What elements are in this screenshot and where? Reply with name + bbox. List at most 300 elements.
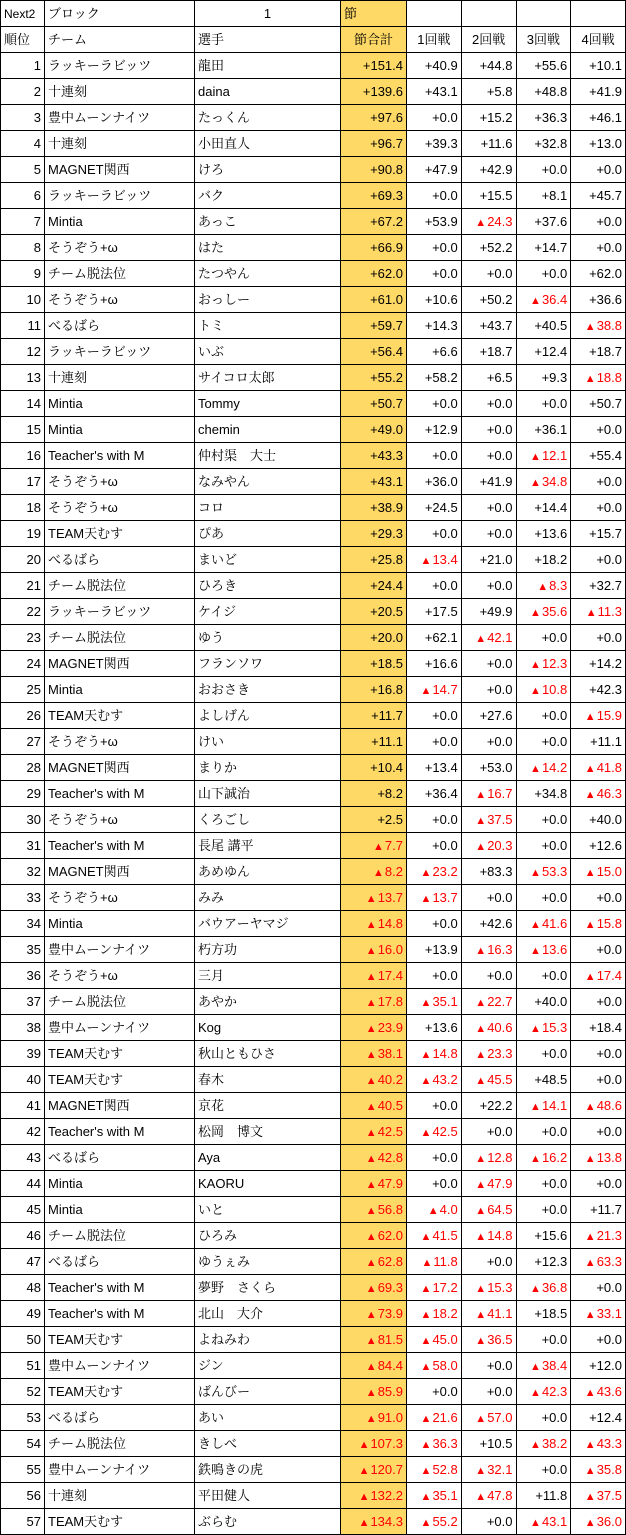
cell-round-4: ▲ 15.9 <box>571 703 626 729</box>
table-row <box>1 677 626 703</box>
cell-player: なみやん <box>195 469 341 495</box>
cell-round-3: +0.0 <box>516 1041 571 1067</box>
cell-total: +61.0 <box>341 287 407 313</box>
cell-team: べるばら <box>45 1405 195 1431</box>
label-setsu: 節 <box>341 1 407 27</box>
cell-team: Mintia <box>45 391 195 417</box>
table-row <box>1 157 626 183</box>
table-row <box>1 287 626 313</box>
cell-round-2: +0.0 <box>461 521 516 547</box>
cell-round-3: +18.5 <box>516 1301 571 1327</box>
cell-team: そうぞう+ω <box>45 885 195 911</box>
cell-round-2: +0.0 <box>461 885 516 911</box>
cell-rank: 20 <box>1 547 45 573</box>
cell-player: きしべ <box>195 1431 341 1457</box>
cell-player: 仲村渠 大士 <box>195 443 341 469</box>
cell-round-3: ▲ 14.1 <box>516 1093 571 1119</box>
table-row <box>1 781 626 807</box>
cell-rank: 2 <box>1 79 45 105</box>
cell-round-4: +0.0 <box>571 469 626 495</box>
table-row <box>1 261 626 287</box>
cell-round-2: +43.7 <box>461 313 516 339</box>
cell-player: あっこ <box>195 209 341 235</box>
cell-rank: 11 <box>1 313 45 339</box>
cell-round-4: +12.4 <box>571 1405 626 1431</box>
cell-round-4: +0.0 <box>571 625 626 651</box>
table-row <box>1 1483 626 1509</box>
cell-round-2: +42.6 <box>461 911 516 937</box>
cell-team: 十連刻 <box>45 1483 195 1509</box>
cell-round-3: +15.6 <box>516 1223 571 1249</box>
table-row <box>1 625 626 651</box>
cell-total: +29.3 <box>341 521 407 547</box>
cell-round-2: +52.2 <box>461 235 516 261</box>
cell-total: ▲ 56.8 <box>341 1197 407 1223</box>
column-header-round-2: 2回戦 <box>461 27 516 53</box>
cell-total: +16.8 <box>341 677 407 703</box>
cell-round-4: ▲ 21.3 <box>571 1223 626 1249</box>
cell-round-1: +16.6 <box>407 651 462 677</box>
cell-round-3: +0.0 <box>516 625 571 651</box>
cell-team: TEAM天むす <box>45 1067 195 1093</box>
cell-round-4: +0.0 <box>571 495 626 521</box>
cell-round-3: +0.0 <box>516 157 571 183</box>
cell-rank: 47 <box>1 1249 45 1275</box>
cell-round-3: ▲ 13.6 <box>516 937 571 963</box>
cell-round-4: +0.0 <box>571 1067 626 1093</box>
cell-team: べるばら <box>45 1145 195 1171</box>
cell-player: いぶ <box>195 339 341 365</box>
cell-total: +69.3 <box>341 183 407 209</box>
cell-round-1: +0.0 <box>407 573 462 599</box>
cell-round-1: +43.1 <box>407 79 462 105</box>
cell-round-2: +0.0 <box>461 651 516 677</box>
cell-team: べるばら <box>45 547 195 573</box>
cell-total: ▲ 16.0 <box>341 937 407 963</box>
cell-round-4: +14.2 <box>571 651 626 677</box>
cell-team: そうぞう+ω <box>45 729 195 755</box>
cell-round-3: +0.0 <box>516 703 571 729</box>
cell-round-3: ▲ 34.8 <box>516 469 571 495</box>
cell-round-2: +83.3 <box>461 859 516 885</box>
cell-round-2: +10.5 <box>461 1431 516 1457</box>
cell-round-1: ▲ 14.7 <box>407 677 462 703</box>
cell-round-2: ▲ 64.5 <box>461 1197 516 1223</box>
cell-rank: 56 <box>1 1483 45 1509</box>
title-spacer-4 <box>571 1 626 27</box>
cell-round-2: ▲ 32.1 <box>461 1457 516 1483</box>
cell-round-1: ▲ 41.5 <box>407 1223 462 1249</box>
cell-rank: 43 <box>1 1145 45 1171</box>
cell-round-3: +48.5 <box>516 1067 571 1093</box>
cell-round-2: ▲ 47.8 <box>461 1483 516 1509</box>
cell-round-1: ▲ 13.7 <box>407 885 462 911</box>
cell-round-4: +10.1 <box>571 53 626 79</box>
table-row <box>1 1457 626 1483</box>
cell-team: そうぞう+ω <box>45 469 195 495</box>
cell-round-4: ▲ 17.4 <box>571 963 626 989</box>
table-row <box>1 209 626 235</box>
cell-round-1: +13.4 <box>407 755 462 781</box>
cell-round-1: +0.0 <box>407 911 462 937</box>
cell-player: はた <box>195 235 341 261</box>
table-row <box>1 885 626 911</box>
cell-round-1: ▲ 42.5 <box>407 1119 462 1145</box>
cell-rank: 1 <box>1 53 45 79</box>
column-header-round-3: 3回戦 <box>516 27 571 53</box>
cell-player: 長尾 講平 <box>195 833 341 859</box>
cell-round-2: +41.9 <box>461 469 516 495</box>
cell-total: ▲ 17.4 <box>341 963 407 989</box>
cell-round-3: +0.0 <box>516 1457 571 1483</box>
cell-round-2: +0.0 <box>461 1379 516 1405</box>
cell-round-1: +0.0 <box>407 1145 462 1171</box>
cell-team: チーム脱法位 <box>45 625 195 651</box>
cell-team: 豊中ムーンナイツ <box>45 1015 195 1041</box>
table-row <box>1 1197 626 1223</box>
cell-player: けい <box>195 729 341 755</box>
cell-player: 龍田 <box>195 53 341 79</box>
cell-team: 十連刻 <box>45 131 195 157</box>
cell-player: ケイジ <box>195 599 341 625</box>
cell-rank: 41 <box>1 1093 45 1119</box>
cell-round-3: +11.8 <box>516 1483 571 1509</box>
cell-team: 十連刻 <box>45 365 195 391</box>
cell-round-1: +0.0 <box>407 183 462 209</box>
cell-team: そうぞう+ω <box>45 495 195 521</box>
cell-team: Teacher's with M <box>45 443 195 469</box>
table-row <box>1 1405 626 1431</box>
table-row <box>1 1431 626 1457</box>
cell-round-3: +13.6 <box>516 521 571 547</box>
cell-round-1: ▲ 4.0 <box>407 1197 462 1223</box>
cell-round-2: ▲ 42.1 <box>461 625 516 651</box>
cell-round-3: ▲ 35.6 <box>516 599 571 625</box>
cell-team: 豊中ムーンナイツ <box>45 937 195 963</box>
cell-player: 山下誠治 <box>195 781 341 807</box>
cell-round-2: +0.0 <box>461 443 516 469</box>
cell-total: ▲ 17.8 <box>341 989 407 1015</box>
cell-round-3: +9.3 <box>516 365 571 391</box>
cell-total: +67.2 <box>341 209 407 235</box>
cell-player: トミ <box>195 313 341 339</box>
table-row <box>1 1171 626 1197</box>
cell-rank: 24 <box>1 651 45 677</box>
cell-total: +25.8 <box>341 547 407 573</box>
table-row <box>1 1327 626 1353</box>
column-header-team: チーム <box>45 27 195 53</box>
cell-player: 松岡 博文 <box>195 1119 341 1145</box>
cell-round-1: +0.0 <box>407 235 462 261</box>
cell-total: +2.5 <box>341 807 407 833</box>
cell-round-4: +0.0 <box>571 417 626 443</box>
cell-total: +43.1 <box>341 469 407 495</box>
cell-round-1: +17.5 <box>407 599 462 625</box>
table-row <box>1 1509 626 1535</box>
cell-rank: 8 <box>1 235 45 261</box>
cell-round-2: +0.0 <box>461 1249 516 1275</box>
cell-round-3: ▲ 10.8 <box>516 677 571 703</box>
table-row <box>1 651 626 677</box>
cell-round-4: +42.3 <box>571 677 626 703</box>
cell-round-4: +15.7 <box>571 521 626 547</box>
cell-round-4: +11.7 <box>571 1197 626 1223</box>
cell-round-1: +14.3 <box>407 313 462 339</box>
cell-total: ▲ 14.8 <box>341 911 407 937</box>
cell-player: バク <box>195 183 341 209</box>
cell-round-4: +50.7 <box>571 391 626 417</box>
cell-rank: 39 <box>1 1041 45 1067</box>
cell-total: +49.0 <box>341 417 407 443</box>
table-row <box>1 365 626 391</box>
cell-round-3: ▲ 36.8 <box>516 1275 571 1301</box>
cell-rank: 37 <box>1 989 45 1015</box>
cell-team: Mintia <box>45 1171 195 1197</box>
cell-total: ▲ 7.7 <box>341 833 407 859</box>
cell-round-1: ▲ 21.6 <box>407 1405 462 1431</box>
cell-round-2: +18.7 <box>461 339 516 365</box>
cell-rank: 15 <box>1 417 45 443</box>
cell-team: 豊中ムーンナイツ <box>45 1457 195 1483</box>
cell-rank: 3 <box>1 105 45 131</box>
table-row <box>1 755 626 781</box>
cell-total: ▲ 40.2 <box>341 1067 407 1093</box>
table-row <box>1 521 626 547</box>
table-row <box>1 1301 626 1327</box>
table-row <box>1 1015 626 1041</box>
cell-round-4: +40.0 <box>571 807 626 833</box>
cell-round-1: ▲ 55.2 <box>407 1509 462 1535</box>
cell-team: チーム脱法位 <box>45 989 195 1015</box>
cell-round-2: +0.0 <box>461 677 516 703</box>
table-row <box>1 313 626 339</box>
cell-round-1: +0.0 <box>407 729 462 755</box>
cell-round-1: +62.1 <box>407 625 462 651</box>
cell-round-4: +45.7 <box>571 183 626 209</box>
cell-team: ラッキーラビッツ <box>45 53 195 79</box>
cell-total: +62.0 <box>341 261 407 287</box>
cell-total: ▲ 42.5 <box>341 1119 407 1145</box>
cell-total: ▲ 73.9 <box>341 1301 407 1327</box>
cell-team: TEAM天むす <box>45 1327 195 1353</box>
cell-round-2: ▲ 36.5 <box>461 1327 516 1353</box>
table-row <box>1 1223 626 1249</box>
cell-round-3: +37.6 <box>516 209 571 235</box>
cell-total: +90.8 <box>341 157 407 183</box>
cell-player: 春木 <box>195 1067 341 1093</box>
table-row <box>1 443 626 469</box>
cell-rank: 55 <box>1 1457 45 1483</box>
cell-round-2: +49.9 <box>461 599 516 625</box>
cell-round-1: +0.0 <box>407 807 462 833</box>
table-row <box>1 183 626 209</box>
cell-rank: 23 <box>1 625 45 651</box>
cell-team: そうぞう+ω <box>45 963 195 989</box>
cell-rank: 54 <box>1 1431 45 1457</box>
cell-round-1: +0.0 <box>407 833 462 859</box>
cell-round-1: +10.6 <box>407 287 462 313</box>
cell-total: +20.0 <box>341 625 407 651</box>
cell-round-2: +11.6 <box>461 131 516 157</box>
cell-round-2: +0.0 <box>461 1509 516 1535</box>
cell-round-1: ▲ 18.2 <box>407 1301 462 1327</box>
table-row <box>1 1275 626 1301</box>
cell-rank: 40 <box>1 1067 45 1093</box>
cell-round-4: ▲ 15.8 <box>571 911 626 937</box>
cell-team: Teacher's with M <box>45 1119 195 1145</box>
cell-player: 京花 <box>195 1093 341 1119</box>
cell-rank: 33 <box>1 885 45 911</box>
cell-player: 平田健人 <box>195 1483 341 1509</box>
cell-round-3: +0.0 <box>516 885 571 911</box>
table-row <box>1 417 626 443</box>
cell-round-3: +0.0 <box>516 807 571 833</box>
cell-team: MAGNET関西 <box>45 157 195 183</box>
cell-total: ▲ 40.5 <box>341 1093 407 1119</box>
cell-round-4: ▲ 13.8 <box>571 1145 626 1171</box>
cell-round-2: ▲ 57.0 <box>461 1405 516 1431</box>
cell-total: ▲ 38.1 <box>341 1041 407 1067</box>
cell-team: MAGNET関西 <box>45 1093 195 1119</box>
cell-round-4: ▲ 36.0 <box>571 1509 626 1535</box>
cell-round-3: ▲ 12.1 <box>516 443 571 469</box>
cell-round-4: +13.0 <box>571 131 626 157</box>
cell-rank: 49 <box>1 1301 45 1327</box>
cell-round-3: +40.5 <box>516 313 571 339</box>
table-row <box>1 599 626 625</box>
cell-round-3: +55.6 <box>516 53 571 79</box>
cell-rank: 31 <box>1 833 45 859</box>
table-row <box>1 235 626 261</box>
cell-round-3: ▲ 43.1 <box>516 1509 571 1535</box>
cell-round-2: +21.0 <box>461 547 516 573</box>
cell-round-2: +15.5 <box>461 183 516 209</box>
cell-player: KAORU <box>195 1171 341 1197</box>
cell-player: Tommy <box>195 391 341 417</box>
cell-rank: 19 <box>1 521 45 547</box>
cell-round-1: +47.9 <box>407 157 462 183</box>
cell-team: Mintia <box>45 677 195 703</box>
cell-round-1: +36.0 <box>407 469 462 495</box>
cell-rank: 26 <box>1 703 45 729</box>
cell-round-1: +0.0 <box>407 391 462 417</box>
cell-rank: 30 <box>1 807 45 833</box>
cell-team: そうぞう+ω <box>45 235 195 261</box>
cell-total: ▲ 47.9 <box>341 1171 407 1197</box>
table-row <box>1 1093 626 1119</box>
cell-round-4: +0.0 <box>571 1119 626 1145</box>
cell-round-1: ▲ 58.0 <box>407 1353 462 1379</box>
table-row <box>1 391 626 417</box>
cell-round-3: +32.8 <box>516 131 571 157</box>
table-row <box>1 1067 626 1093</box>
cell-team: チーム脱法位 <box>45 1223 195 1249</box>
cell-round-3: ▲ 8.3 <box>516 573 571 599</box>
cell-round-3: +0.0 <box>516 833 571 859</box>
cell-player: あやか <box>195 989 341 1015</box>
cell-round-2: +15.2 <box>461 105 516 131</box>
cell-player: よしげん <box>195 703 341 729</box>
cell-rank: 52 <box>1 1379 45 1405</box>
cell-round-4: +12.6 <box>571 833 626 859</box>
cell-round-1: +13.6 <box>407 1015 462 1041</box>
cell-round-4: +18.4 <box>571 1015 626 1041</box>
table-row <box>1 911 626 937</box>
cell-player: ぶらむ <box>195 1509 341 1535</box>
cell-team: チーム脱法位 <box>45 1431 195 1457</box>
cell-rank: 48 <box>1 1275 45 1301</box>
cell-round-4: +0.0 <box>571 885 626 911</box>
cell-rank: 4 <box>1 131 45 157</box>
cell-round-3: +0.0 <box>516 1197 571 1223</box>
cell-player: いと <box>195 1197 341 1223</box>
cell-player: たっくん <box>195 105 341 131</box>
cell-rank: 44 <box>1 1171 45 1197</box>
cell-player: まいど <box>195 547 341 573</box>
table-row <box>1 703 626 729</box>
cell-team: Mintia <box>45 911 195 937</box>
cell-team: そうぞう+ω <box>45 807 195 833</box>
cell-round-3: +0.0 <box>516 729 571 755</box>
cell-round-4: +62.0 <box>571 261 626 287</box>
cell-round-4: +0.0 <box>571 209 626 235</box>
table-row <box>1 1353 626 1379</box>
cell-round-4: ▲ 15.0 <box>571 859 626 885</box>
cell-player: よねみわ <box>195 1327 341 1353</box>
cell-rank: 46 <box>1 1223 45 1249</box>
cell-round-3: ▲ 53.3 <box>516 859 571 885</box>
cell-player: みみ <box>195 885 341 911</box>
cell-round-2: ▲ 15.3 <box>461 1275 516 1301</box>
cell-round-2: ▲ 24.3 <box>461 209 516 235</box>
cell-player: Kog <box>195 1015 341 1041</box>
cell-player: 三月 <box>195 963 341 989</box>
cell-round-4: ▲ 38.8 <box>571 313 626 339</box>
cell-round-4: +0.0 <box>571 937 626 963</box>
cell-team: TEAM天むす <box>45 521 195 547</box>
cell-round-3: ▲ 41.6 <box>516 911 571 937</box>
table-row <box>1 937 626 963</box>
cell-total: ▲ 134.3 <box>341 1509 407 1535</box>
cell-round-4: ▲ 43.6 <box>571 1379 626 1405</box>
cell-round-2: ▲ 41.1 <box>461 1301 516 1327</box>
cell-player: まりか <box>195 755 341 781</box>
cell-round-3: ▲ 12.3 <box>516 651 571 677</box>
cell-total: ▲ 23.9 <box>341 1015 407 1041</box>
column-header-round-1: 1回戦 <box>407 27 462 53</box>
cell-round-4: +41.9 <box>571 79 626 105</box>
cell-team: チーム脱法位 <box>45 573 195 599</box>
cell-total: +96.7 <box>341 131 407 157</box>
table-row <box>1 79 626 105</box>
cell-rank: 22 <box>1 599 45 625</box>
table-row <box>1 1379 626 1405</box>
cell-round-4: +0.0 <box>571 1275 626 1301</box>
cell-round-3: +0.0 <box>516 1327 571 1353</box>
column-header-player: 選手 <box>195 27 341 53</box>
table-row <box>1 1145 626 1171</box>
cell-player: 朽方功 <box>195 937 341 963</box>
cell-rank: 32 <box>1 859 45 885</box>
table-row <box>1 807 626 833</box>
cell-player: ひろみ <box>195 1223 341 1249</box>
cell-player: たつやん <box>195 261 341 287</box>
cell-round-3: +0.0 <box>516 1119 571 1145</box>
cell-round-3: ▲ 42.3 <box>516 1379 571 1405</box>
cell-player: あい <box>195 1405 341 1431</box>
table-row <box>1 1249 626 1275</box>
cell-round-3: +12.4 <box>516 339 571 365</box>
